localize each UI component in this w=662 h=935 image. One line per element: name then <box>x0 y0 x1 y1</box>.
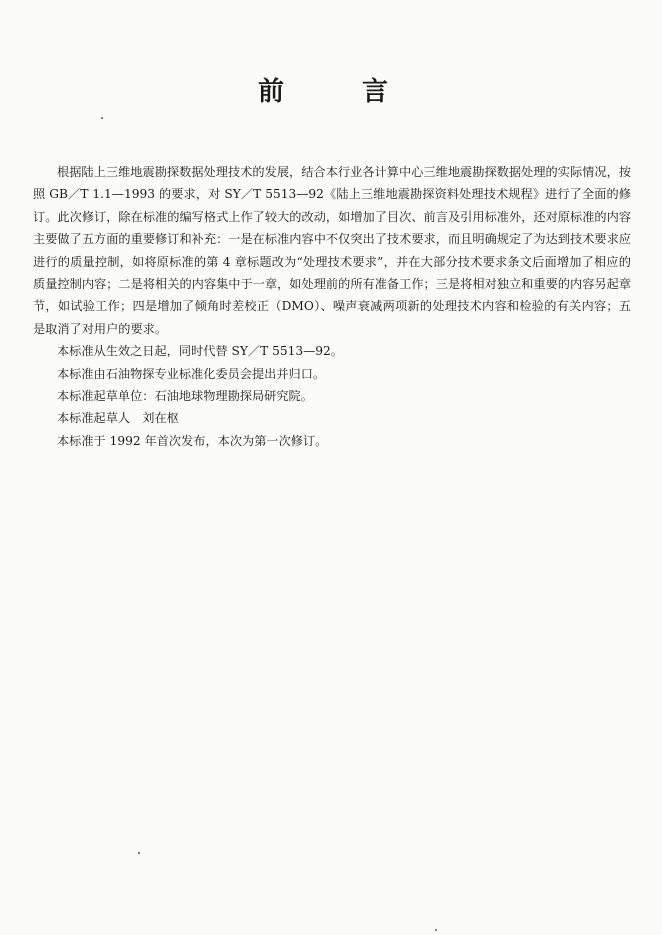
page-title-char-2: 言 <box>362 77 389 107</box>
page-title-char-1: 前 <box>258 77 285 107</box>
scan-speck <box>138 852 140 854</box>
publication-history-statement: 本标准于 1992 年首次发布，本次为第一次修订。 <box>57 433 328 448</box>
preface-body <box>33 161 631 452</box>
proposer-statement: 本标准由石油物探专业标准化委员会提出并归口。 <box>57 366 326 381</box>
drafter-statement: 本标准起草人 刘在枢 <box>57 411 179 426</box>
supersede-statement: 本标准从生效之日起，同时代替 SY／T 5513—92。 <box>57 344 343 359</box>
scan-speck <box>101 117 103 119</box>
preface-paragraph: 根据陆上三维地震勘探数据处理技术的发展，结合本行业各计算中心三维地震勘探数据处理的实际情况，按照 GB／T 1.1—1993 的要求，对 SY／T 5513—92《陆上三维地震勘探资料处理技术规程》进行了全面的修订。此次修订，除在标准的编写格式上作了较大的改动，如增加了目次、前言及引用标准外，还对原标准的内容主要做了五方面的重要修订和补充：一是在标准内容中不仅突出了技术要求，而且明确规定了为达到技术要求应进行的质量控制，如将原标准的第 4 章标题改为“处理技术要求”，并在大部分技术要求条文后面增加了相应的质量控制内容；二是将相关的内容集中于一章，如处理前的所有准备工作；三是将相对独立和重要的内容另起章节，如试验工作；四是增加了倾角时差校正（DMO）、噪声衰减两项新的处理技术内容和检验的有关内容；五是取消了对用户的要求。 <box>33 165 631 336</box>
scan-speck <box>435 929 437 931</box>
drafting-unit-statement: 本标准起草单位：石油地球物理勘探局研究院。 <box>57 389 313 404</box>
